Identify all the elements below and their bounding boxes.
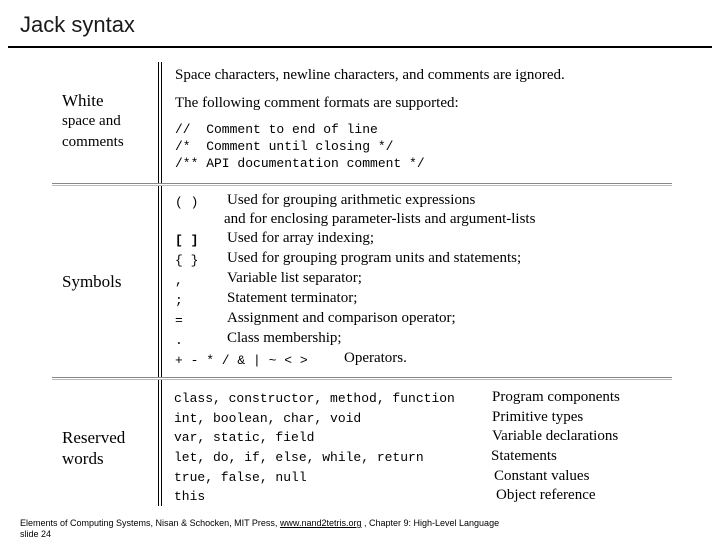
symbol-operators: + - * / & | ~ < > [175,353,308,368]
whitespace-label [62,90,124,153]
footer-prefix: Elements of Computing Systems, Nisan & Schocken, MIT Press, [20,518,280,528]
footer-citation [20,518,499,529]
symbol-operators-desc: Operators. [344,350,407,366]
reserved-words-vars: var, static, field [174,430,315,445]
whitespace-label-line3: comments [62,134,124,150]
symbol-comma-desc: Variable list separator; [227,270,362,286]
comment-format-line: // Comment to end of line [175,122,378,137]
reserved-desc-statements: Statements [491,448,557,464]
symbol-brackets-desc: Used for array indexing; [227,230,375,246]
reserved-words-types: int, boolean, char, void [174,411,362,426]
symbols-label [62,271,122,292]
symbol-comma: , [175,273,183,288]
symbol-equals: = [175,313,183,328]
comment-formats-intro: The following comment formats are supported: [175,95,459,111]
reserved-desc-this: Object reference [496,487,596,503]
section-divider-1 [52,183,672,186]
reserved-label-line1: Reserved [62,428,126,447]
symbol-brackets: [ ] [175,233,199,248]
reserved-words-this: this [174,489,206,504]
slide-footer [20,518,499,540]
symbol-equals-desc: Assignment and comparison operator; [227,310,456,326]
reserved-words-program: class, constructor, method, function [174,391,455,406]
symbol-braces: { } [175,253,199,268]
symbol-dot: . [175,333,183,348]
reserved-label-line2: words [62,449,104,468]
comment-formats-list [175,121,425,172]
footer-link[interactable]: www.nand2tetris.org [279,518,362,528]
section-divider-2 [52,377,672,380]
footer-suffix: , Chapter 9: High-Level Language [361,518,500,528]
symbol-parens-desc-cont: and for enclosing parameter-lists and argument-lists [224,211,536,227]
whitespace-label-line2: space and [62,113,121,129]
reserved-label [62,427,125,469]
title-rule [8,46,712,48]
symbol-dot-desc: Class membership; [227,330,342,346]
reserved-words-statements: let, do, if, else, while, return [174,450,424,465]
symbol-parens: ( ) [175,195,199,210]
reserved-words-constants: true, false, null [174,470,307,485]
symbol-braces-desc: Used for grouping program units and statements; [227,250,522,266]
whitespace-intro: Space characters, newline characters, and comments are ignored. [175,67,565,83]
column-divider [158,62,162,506]
comment-format-block: /* Comment until closing */ [175,139,394,154]
reserved-desc-types: Primitive types [492,409,584,425]
symbols-label-text: Symbols [62,272,122,291]
comment-format-api: /** API documentation comment */ [175,156,425,171]
slide-title: Jack syntax [20,12,135,37]
symbol-semicolon-desc: Statement terminator; [227,290,358,306]
reserved-desc-constants: Constant values [494,468,590,484]
reserved-desc-vars: Variable declarations [492,428,619,444]
symbol-semicolon: ; [175,293,183,308]
footer-slide-number: slide 24 [20,529,52,539]
symbol-parens-desc: Used for grouping arithmetic expressions [227,192,476,208]
reserved-desc-program: Program components [492,389,620,405]
whitespace-label-line1: White [62,91,104,110]
